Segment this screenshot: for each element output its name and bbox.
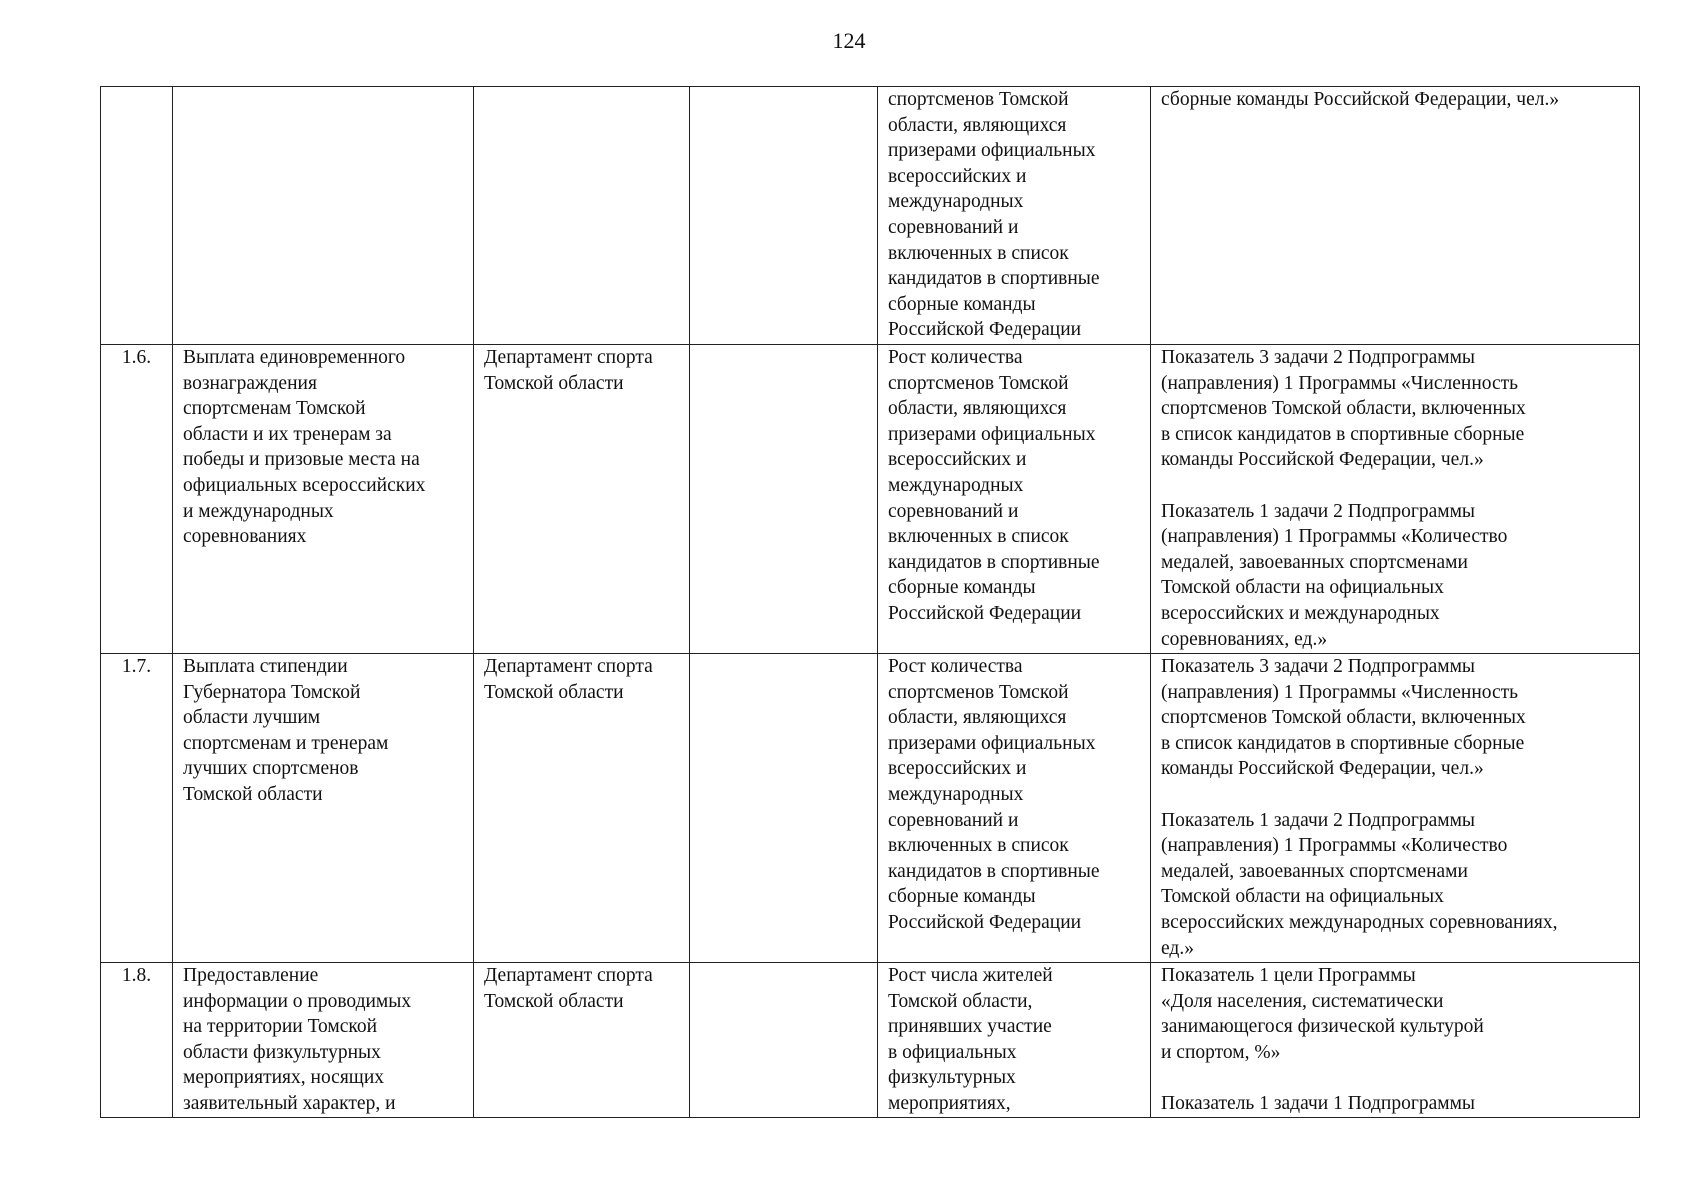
indicator-link: Показатель 3 задачи 2 Подпрограммы (направления) 1 Программы «Численность спортсменов Томской области, включенных в список кандидатов в спортивные сборные команды Российской Федерации, чел.» Показатель 1 задачи 2 Подпрограммы (направления) 1 Программы «Количество медалей, завоеванных спортсменами Томской области на официальных всероссийских международных соревнованиях, ед.» xyxy=(1151,654,1640,963)
activity-name: Выплата единовременного вознаграждения спортсменам Томской области и их тренерам за победы и призовые места на официальных всероссийских и международных соревнованиях xyxy=(173,345,474,654)
row-number: 1.6. xyxy=(101,345,173,654)
expected-result: Рост количества спортсменов Томской области, являющихся призерами официальных всероссийских и международных соревнований и включенных в список кандидатов в спортивные сборные команды Российской Федерации xyxy=(878,654,1151,963)
executor: Департамент спорта Томской области xyxy=(474,654,690,963)
activity-name: Предоставление информации о проводимых на территории Томской области физкультурных мероприятиях, носящих заявительный характер, и xyxy=(173,963,474,1118)
term xyxy=(690,87,878,345)
term xyxy=(690,963,878,1118)
term xyxy=(690,345,878,654)
term xyxy=(690,654,878,963)
executor: Департамент спорта Томской области xyxy=(474,345,690,654)
executor xyxy=(474,87,690,345)
expected-result: спортсменов Томской области, являющихся призерами официальных всероссийских и международных соревнований и включенных в список кандидатов в спортивные сборные команды Российской Федерации xyxy=(878,87,1151,345)
table-row xyxy=(101,963,1640,1118)
table-row xyxy=(101,654,1640,963)
activity-name: Выплата стипендии Губернатора Томской области лучшим спортсменам и тренерам лучших спортсменов Томской области xyxy=(173,654,474,963)
activity-name xyxy=(173,87,474,345)
executor: Департамент спорта Томской области xyxy=(474,963,690,1118)
indicator-link: сборные команды Российской Федерации, чел.» xyxy=(1151,87,1640,345)
program-activities-table xyxy=(100,86,1640,1118)
table-row xyxy=(101,87,1640,345)
table-row xyxy=(101,345,1640,654)
expected-result: Рост количества спортсменов Томской области, являющихся призерами официальных всероссийских и международных соревнований и включенных в список кандидатов в спортивные сборные команды Российской Федерации xyxy=(878,345,1151,654)
row-number xyxy=(101,87,173,345)
page-number: 124 xyxy=(832,28,866,53)
indicator-link: Показатель 3 задачи 2 Подпрограммы (направления) 1 Программы «Численность спортсменов Томской области, включенных в список кандидатов в спортивные сборные команды Российской Федерации, чел.» Показатель 1 задачи 2 Подпрограммы (направления) 1 Программы «Количество медалей, завоеванных спортсменами Томской области на официальных всероссийских и международных соревнованиях, ед.» xyxy=(1151,345,1640,654)
expected-result: Рост числа жителей Томской области, принявших участие в официальных физкультурных мероприятиях, xyxy=(878,963,1151,1118)
row-number: 1.7. xyxy=(101,654,173,963)
row-number: 1.8. xyxy=(101,963,173,1118)
indicator-link: Показатель 1 цели Программы «Доля населения, систематически занимающегося физической культурой и спортом, %» Показатель 1 задачи 1 Подпрограммы xyxy=(1151,963,1640,1118)
